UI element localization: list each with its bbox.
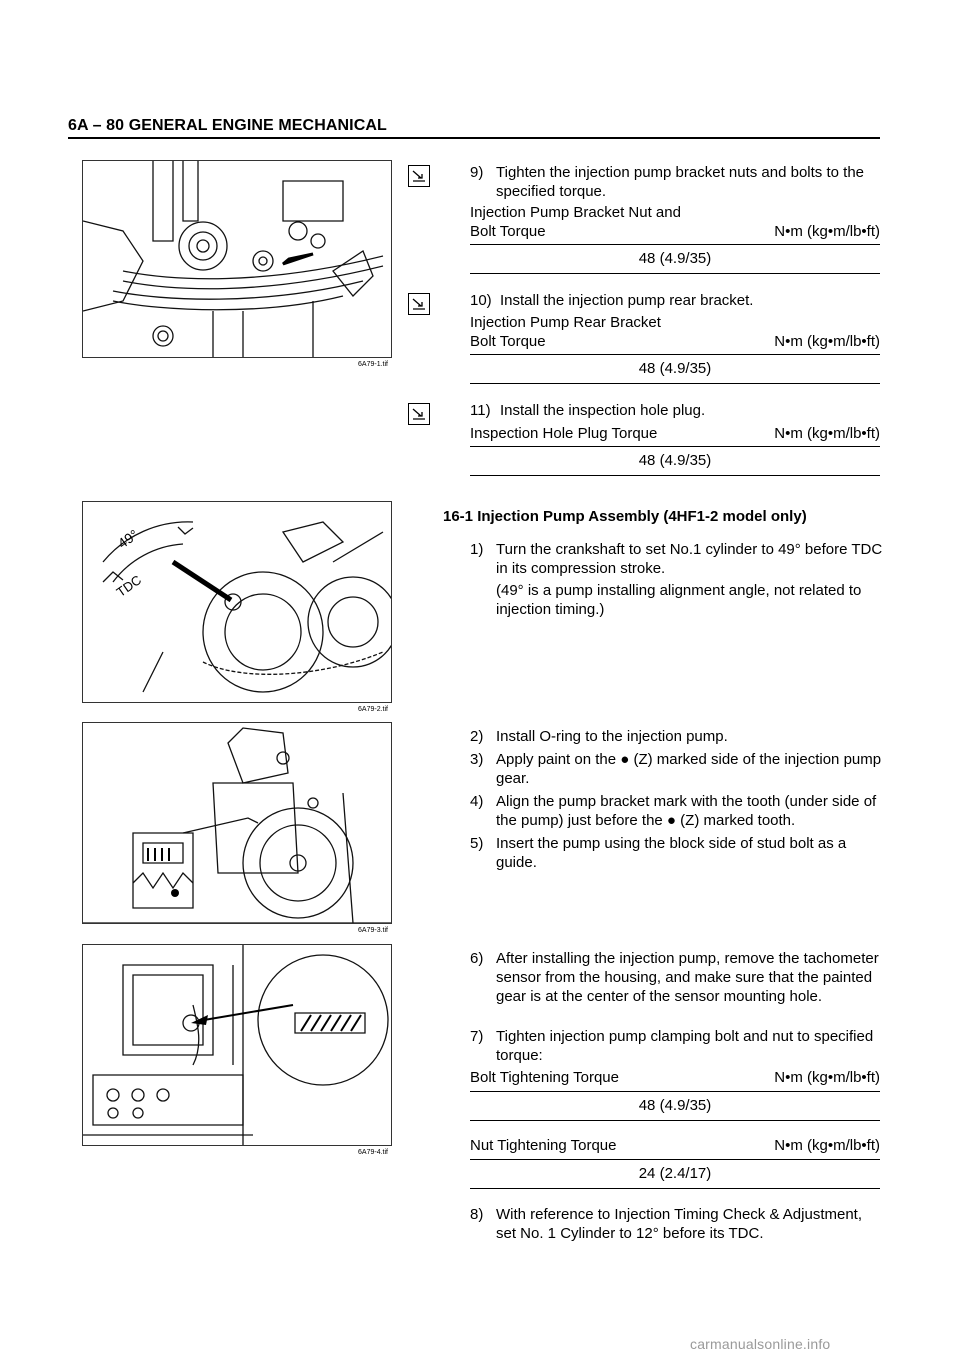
spec-label: Inspection Hole Plug Torque — [470, 425, 658, 442]
spec-label-line1: Injection Pump Bracket Nut and — [470, 204, 681, 221]
step-6 — [470, 949, 890, 1027]
spec-rule — [470, 1091, 880, 1092]
step-number: 7) — [470, 1028, 484, 1045]
step-number: 3) — [470, 751, 484, 768]
step-number: 10) — [470, 292, 492, 309]
bolt-torque-spec — [470, 1068, 880, 1087]
torque-value: 48 (4.9/35) — [638, 1097, 712, 1114]
wrench-tighten-icon — [408, 165, 430, 187]
step-text: Turn the crankshaft to set No.1 cylinder to 49° before TDC in its compression stroke. — [496, 541, 883, 577]
spec-unit: N•m (kg•m/lb•ft) — [774, 223, 880, 240]
step-text: After installing the injection pump, remove the tachometer sensor from the housing, and make sure that the painted gear is at the center of the sensor mounting hole. — [496, 950, 879, 1005]
step-5 — [470, 834, 890, 874]
angle-label: 49° — [114, 526, 142, 552]
header-rule — [68, 137, 880, 139]
figure-caption: 6A79-1.tif — [358, 361, 388, 368]
step-text: Install O-ring to the injection pump. — [496, 728, 728, 745]
spec-rule — [470, 273, 880, 274]
wrench-tighten-icon — [408, 403, 430, 425]
footer-watermark: carmanualsonline.info — [690, 1336, 831, 1352]
step-text: Install the inspection hole plug. — [500, 402, 706, 419]
torque-value: 48 (4.9/35) — [638, 360, 712, 377]
step-4 — [470, 792, 890, 832]
spec-rule — [470, 244, 880, 245]
spec-rule — [470, 1159, 880, 1160]
spec-rule — [470, 475, 880, 476]
spec-rule — [470, 354, 880, 355]
spec-rule — [470, 1188, 880, 1189]
figure-tachometer-sensor — [82, 944, 392, 1146]
figure-caption: 6A79-3.tif — [358, 927, 388, 934]
spec-unit: N•m (kg•m/lb•ft) — [774, 1137, 880, 1154]
spec-label: Nut Tightening Torque — [470, 1137, 617, 1154]
spec-rule — [470, 1120, 880, 1121]
figure-caption: 6A79-4.tif — [358, 1149, 388, 1156]
nut-torque-spec — [470, 1136, 880, 1155]
step-text: Tighten injection pump clamping bolt and nut to specified torque: — [496, 1028, 874, 1064]
step-number: 6) — [470, 950, 484, 967]
step-9 — [470, 163, 890, 203]
step-number: 8) — [470, 1206, 484, 1223]
spec-label-line2: Bolt Torque — [470, 223, 546, 240]
tachometer-sensor-illustration — [83, 945, 391, 1145]
pump-bracket-illustration — [83, 161, 391, 357]
torque-spec-label — [470, 424, 880, 443]
step-text: Install the injection pump rear bracket. — [500, 292, 754, 309]
torque-value: 48 (4.9/35) — [638, 250, 712, 267]
step-text: Apply paint on the ● (Z) marked side of the injection pump gear. — [496, 751, 882, 787]
step-number: 11) — [470, 402, 491, 419]
tdc-label: TDC — [113, 572, 145, 600]
step-number: 2) — [470, 728, 484, 745]
torque-spec-label — [470, 313, 880, 351]
step-number: 4) — [470, 793, 484, 810]
step-8 — [470, 1205, 890, 1245]
step-7 — [470, 1027, 890, 1067]
page-header: 6A – 80 GENERAL ENGINE MECHANICAL — [68, 117, 387, 134]
crankshaft-illustration — [83, 502, 391, 702]
figure-pump-bracket — [82, 160, 392, 358]
step-2 — [470, 727, 890, 747]
step-number: 5) — [470, 835, 484, 852]
figure-crankshaft-49deg — [82, 501, 392, 703]
figure-pump-gear — [82, 722, 392, 924]
step-text: Align the pump bracket mark with the tooth (under side of the pump) just before the ● (Z) marked tooth. — [496, 793, 877, 829]
torque-spec-label — [470, 203, 880, 241]
step-text: With reference to Injection Timing Check & Adjustment, set No. 1 Cylinder to 12° before its TDC. — [496, 1206, 862, 1242]
spec-label: Bolt Tightening Torque — [470, 1069, 619, 1086]
step-1 — [470, 540, 890, 580]
spec-rule — [470, 383, 880, 384]
torque-value: 24 (2.4/17) — [638, 1165, 712, 1182]
figure-caption: 6A79-2.tif — [358, 706, 388, 713]
step-10 — [470, 291, 890, 311]
step-1-note: (49° is a pump installing alignment angle, not related to injection timing.) — [496, 582, 862, 618]
section-title: 16-1 Injection Pump Assembly (4HF1-2 model only) — [443, 508, 807, 525]
step-text: Insert the pump using the block side of stud bolt as a guide. — [496, 835, 847, 871]
step-11 — [470, 401, 890, 421]
spec-unit: N•m (kg•m/lb•ft) — [774, 1069, 880, 1086]
step-3 — [470, 750, 890, 790]
spec-unit: N•m (kg•m/lb•ft) — [774, 333, 880, 350]
torque-value: 48 (4.9/35) — [638, 452, 712, 469]
spec-unit: N•m (kg•m/lb•ft) — [774, 425, 880, 442]
pump-gear-illustration — [83, 723, 391, 923]
step-number: 1) — [470, 541, 484, 558]
spec-label-line1: Injection Pump Rear Bracket — [470, 314, 661, 331]
step-number: 9) — [470, 164, 484, 181]
spec-rule — [470, 446, 880, 447]
spec-label-line2: Bolt Torque — [470, 333, 546, 350]
wrench-tighten-icon — [408, 293, 430, 315]
step-text: Tighten the injection pump bracket nuts and bolts to the specified torque. — [496, 164, 865, 200]
